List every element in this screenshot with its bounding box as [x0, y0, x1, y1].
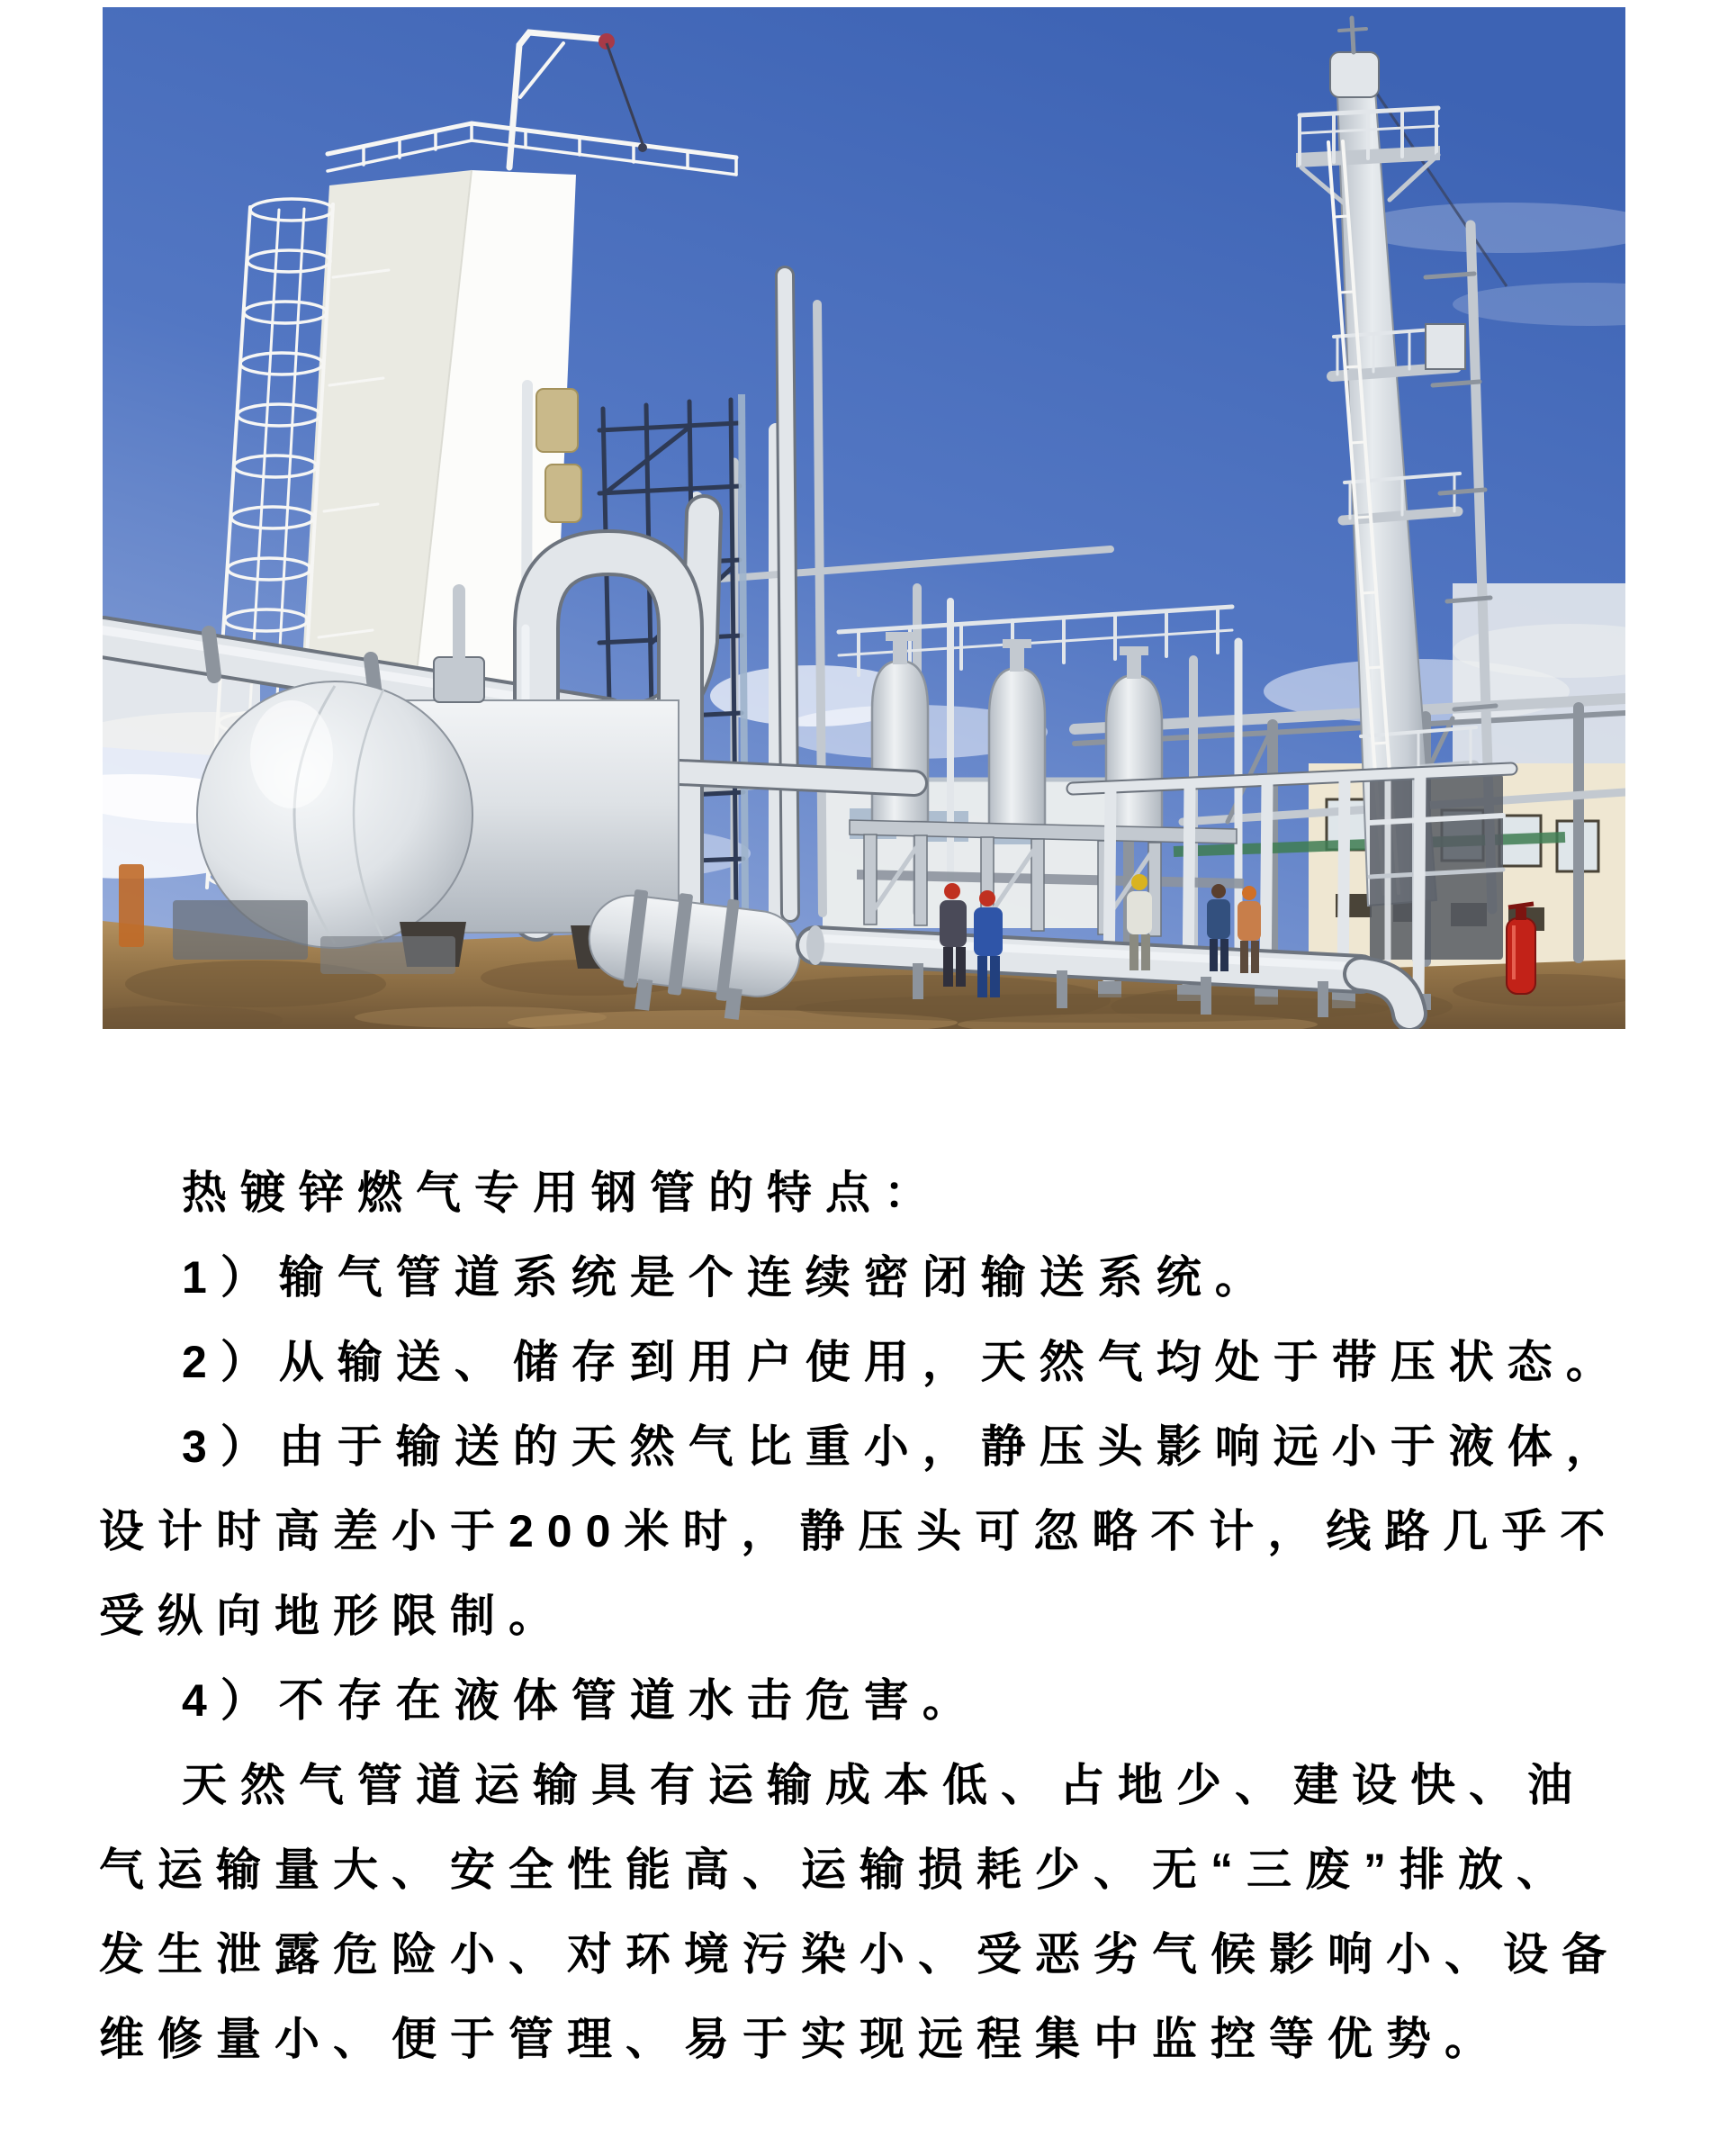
orange-machine	[119, 864, 144, 947]
paragraph-line: 4）不存在液体管道水击危害。	[182, 1675, 981, 1726]
plant-photo	[103, 7, 1625, 1029]
paragraph-line: 受纵向地形限制。	[99, 1591, 567, 1641]
paragraph-line: 设计时高差小于200米时，静压头可忽略不计，线路几乎不	[99, 1506, 1619, 1556]
paragraph-line: 1）输气管道系统是个连续密闭输送系统。	[182, 1252, 1274, 1303]
paragraph-line: 3）由于输送的天然气比重小，静压头影响远小于液体，	[182, 1421, 1624, 1472]
paragraph-line: 气运输量大、安全性能高、运输损耗少、无“三废”排放、	[99, 1845, 1575, 1895]
domed-vessel	[872, 661, 928, 822]
plant-photo-drawing	[103, 7, 1625, 1029]
paragraph-line: 2）从输送、储存到用户使用，天然气均处于带压状态。	[182, 1337, 1624, 1387]
column-top-vessel	[1330, 52, 1379, 97]
paragraph-line: 维修量小、便于管理、易于实现远程集中监控等优势。	[99, 2014, 1503, 2064]
insulated-fitting	[536, 389, 578, 452]
insulated-fitting	[545, 465, 581, 522]
paragraph-line: 天然气管道运输具有运输成本低、占地少、建设快、油	[182, 1760, 1586, 1810]
paragraph-line: 热镀锌燃气专用钢管的特点：	[182, 1168, 942, 1218]
paragraph-line: 发生泄露危险小、对环境污染小、受恶劣气候影响小、设备	[99, 1929, 1620, 1980]
domed-vessel	[989, 668, 1045, 826]
article-text	[99, 1150, 1634, 2081]
